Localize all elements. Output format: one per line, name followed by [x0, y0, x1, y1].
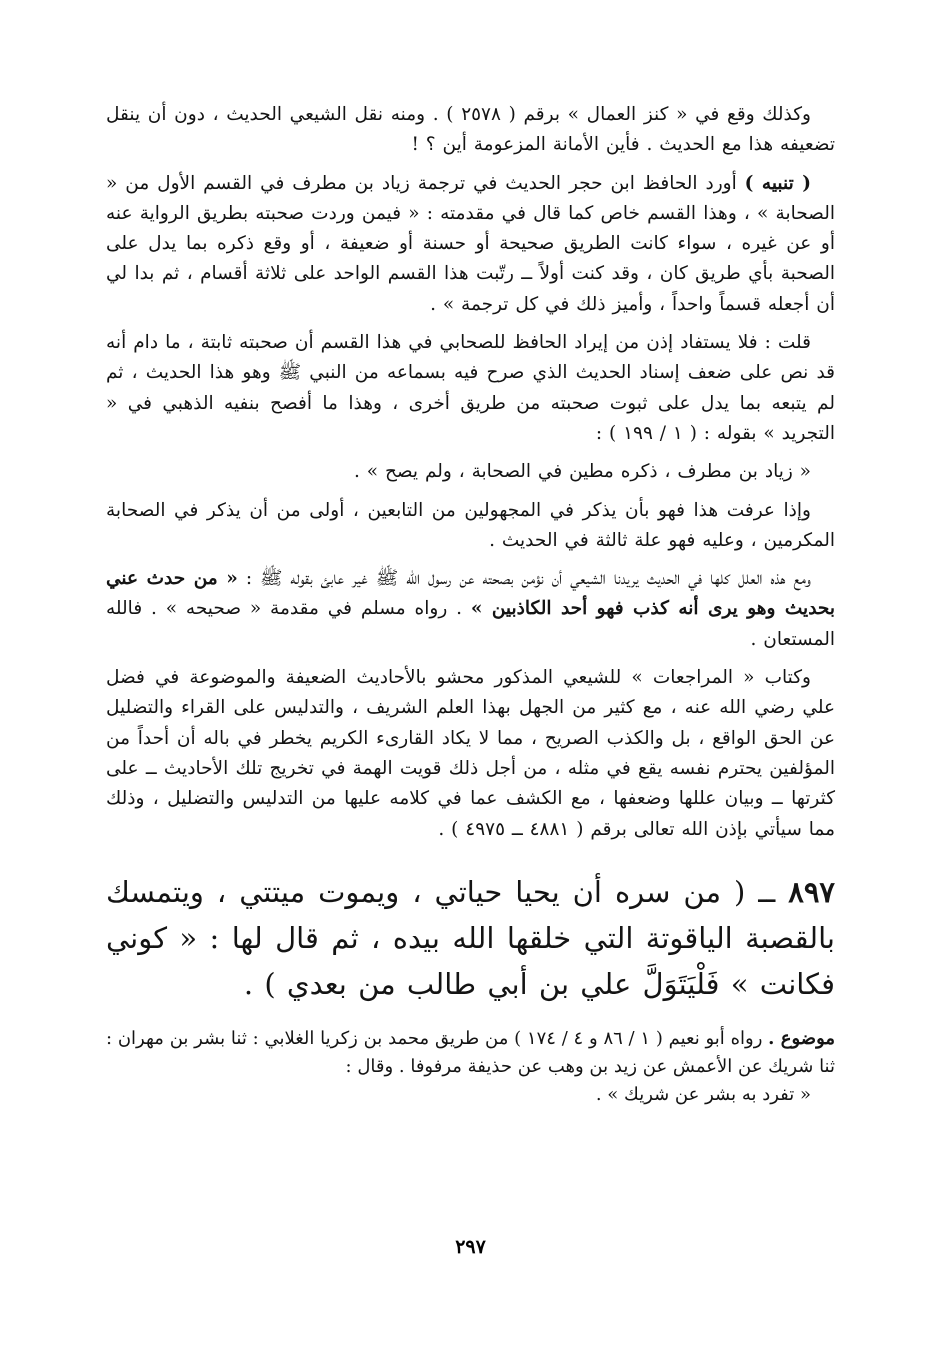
grading-quote: « تفرد به بشر عن شريك » .	[595, 1083, 811, 1105]
paragraph-murajaat: وكتاب « المراجعات » للشيعي المذكور محشو بالأحاديث الضعيفة والموضوعة في فضل علي رضي الله عنه ، مع كثير من الجهل بهذا العلم الشريف ، والتدليس على القراء والتضليل عن الحق الواقع ، بل والكذب الصريح ، مما لا يكاد القارىء الكريم يخطر في باله أن أحداً من المؤلفين يحترم نفسه يقع في مثله ، من أجل ذلك قويت الهمة في تخريج تلك الأحاديث ــ على كثرتها ــ وبيان عللها وضعفها ، مع الكشف عما في كلامه عليها من التدليس والتضليل ، وذلك مما سيأتي بإذن الله تعالى برقم ( ٤٨٨١ ــ ٤٩٧٥ ) .	[106, 667, 835, 840]
grading-paragraph	[106, 1025, 835, 1081]
grading-text: رواه أبو نعيم ( ١ / ٨٦ و ٤ / ١٧٤ ) من طريق محمد بن زكريا الغلابي : ثنا بشر بن مهران : ثنا شريك عن الأعمش عن زيد بن وهب عن حذيفة مرفوفا . وقال :	[106, 1027, 835, 1077]
hadith-entry	[106, 869, 835, 1007]
tanbih-text: أورد الحافظ ابن حجر الحديث في ترجمة زياد بن مطرف في القسم الأول من « الصحابة » ، وهذا القسم خاص كما قال في مقدمته : « فيمن وردت صحبته بطريق الرواية عنه أو عن غيره ، سواء كانت الطريق صحيحة أو حسنة أو ضعيفة ، أو وقع ذكره بما يدل على الصحبة بأي طريق كان ، وقد كنت أولاً ــ رتّبت هذا القسم الواحد على ثلاثة أقسام ، ثم بدا لي أن أجعله قسماً واحداً ، وأميز ذلك في كل ترجمة » .	[106, 172, 835, 315]
paragraph-dhahabi-quote: « زياد بن مطرف ، ذكره مطين في الصحابة ، ولم يصح » .	[353, 461, 811, 483]
paragraph-majhulin: وإذا عرفت هذا فهو بأن يذكر في المجهولين من التابعين ، أولى من أن يذكر في الصحابة المكرمين ، وعليه فهو علة ثالثة في الحديث .	[106, 499, 835, 551]
page-number: ٢٩٧	[455, 1236, 486, 1258]
hadith-number: ٨٩٧	[788, 874, 836, 909]
quote-tail: . رواه مسلم في مقدمة « صحيحه » . فالله المستعان .	[106, 598, 835, 650]
paragraph-qultu: قلت : فلا يستفاد إذن من إيراد الحافظ للصحابي في هذا القسم أن صحبته ثابتة ، ما دام أنه قد نص على ضعف إسناد الحديث الذي صرح فيه بسماعه من النبي ﷺ وهو هذا الحديث ، ثم لم يتبعه بما يدل على ثبوت صحبته من طريق أخرى ، وهذا ما أفصح بنفيه الذهبي في « التجريد » بقوله : ( ١ / ١٩٩ ) :	[106, 332, 835, 444]
paragraph-tanbih	[106, 169, 835, 320]
paragraph-kanz: وكذلك وقع في « كنز العمال » برقم ( ٢٥٧٨ ) . ومنه نقل الشيعي الحديث ، دون أن ينقل تضعيفه هذا مع الحديث . فأين الأمانة المزعومة أين ؟ !	[106, 104, 835, 156]
paragraph-ilal	[106, 564, 835, 655]
hadith-text: ــ ( من سره أن يحيا حياتي ، ويموت ميتتي ، ويتمسك بالقصبة الياقوتة التي خلقها الله بيده ، ثم قال لها : « كوني فكانت » فَلْيَتَوَلَّ علي بن أبي طالب من بعدي ) .	[106, 874, 835, 1001]
ilal-text: ومع هذه العلل كلها في الحديث يريدنا الشيعي أن نؤمن بصحته عن رسول الله ﷺ غير عابئ بقوله ﷺ :	[245, 568, 811, 590]
grading-label: موضوع .	[768, 1027, 836, 1049]
hadith-quote-bold: « من حدث عني بحديث وهو يرى أنه كذب فهو أحد الكاذبين »	[106, 568, 835, 620]
tanbih-label: ( تنبيه )	[744, 172, 811, 194]
